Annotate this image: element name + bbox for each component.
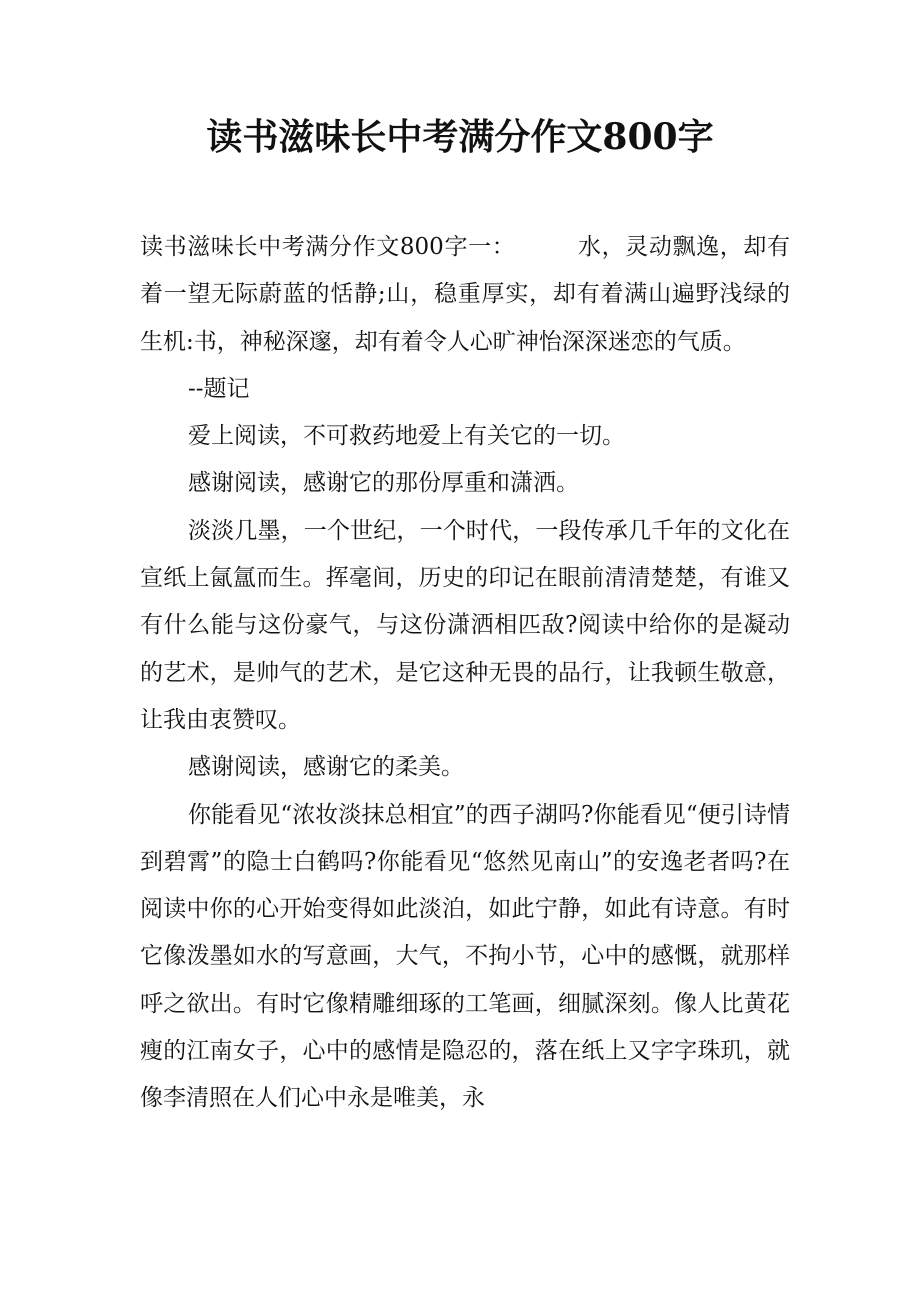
document-body xyxy=(140,224,790,1123)
paragraph: 爱上阅读，不可救药地爱上有关它的一切。 xyxy=(188,423,625,450)
paragraph: 你能看见“浓妆淡抹总相宜”的西子湖吗?你能看见“便引诗情到碧霄”的隐士白鹤吗?你能看见“悠然见南山”的安逸老者吗?在阅读中你的心开始变得如此淡泊，如此宁静，如此有诗意。有时它像泼墨如水的写意画，大气，不拘小节，心中的感慨，就那样呼之欲出。有时它像精雕细琢的工笔画，细腻深刻。像人比黄花瘦的江南女子，心中的感情是隐忍的，落在纸上又字字珠玑，就像李清照在人们心中永是唯美，永 xyxy=(140,801,790,1112)
intro-lead: 读书滋味长中考满分作文800字一： xyxy=(140,234,516,260)
document-title: 读书滋味长中考满分作文800字 xyxy=(206,116,714,158)
paragraph: 感谢阅读，感谢它的柔美。 xyxy=(188,754,464,781)
intro-text: 水，灵动飘逸，却有着一望无际蔚蓝的恬静;山，稳重厚实，却有着满山遍野浅绿的生机:书，神秘深邃，却有着令人心旷神怡深深迷恋的气质。 xyxy=(140,234,791,355)
paragraph: 淡淡几墨，一个世纪，一个时代，一段传承几千年的文化在宣纸上氤氲而生。挥毫间，历史的印记在眼前清清楚楚，有谁又有什么能与这份豪气，与这份潇洒相匹敌?阅读中给你的是凝动的艺术，是帅气的艺术，是它这种无畏的品行，让我顿生敬意，让我由衷赞叹。 xyxy=(140,517,790,733)
intro-paragraph xyxy=(140,224,790,366)
paragraph: 感谢阅读，感谢它的那份厚重和潇洒。 xyxy=(188,470,579,497)
epigraph-attribution: --题记 xyxy=(188,375,250,402)
